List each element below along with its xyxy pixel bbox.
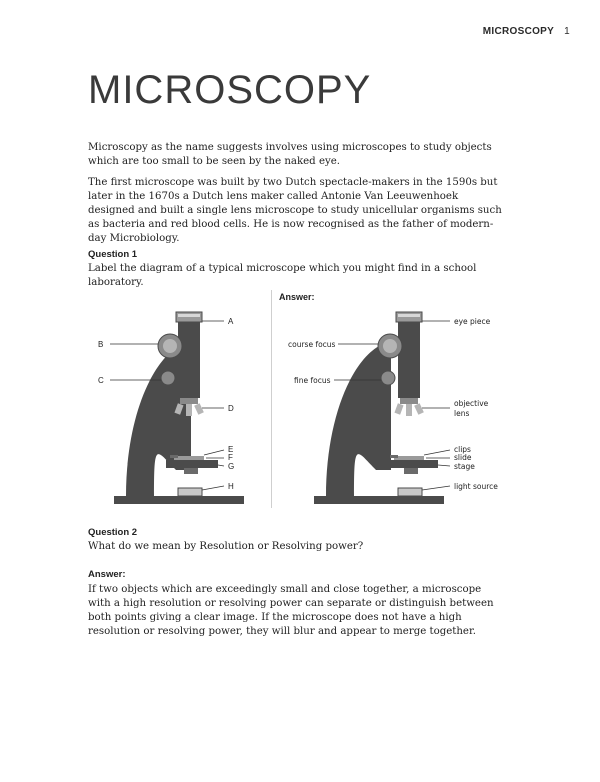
- running-title: MICROSCOPY: [482, 26, 555, 37]
- label-objective: objective: [454, 399, 489, 408]
- slide: [394, 456, 424, 460]
- body-tube: [398, 320, 420, 398]
- leader-light-source: [422, 486, 450, 490]
- stage-support: [404, 468, 418, 474]
- label-e: E: [228, 445, 234, 454]
- label-d: D: [228, 404, 234, 413]
- objective-1: [394, 403, 403, 414]
- question-1-answer-heading: Answer:: [279, 292, 315, 302]
- fine-focus-knob: [161, 371, 175, 385]
- label-h: H: [228, 482, 234, 491]
- page-title: MICROSCOPY: [88, 68, 372, 112]
- clip: [390, 455, 398, 458]
- objective-2: [186, 404, 192, 416]
- eyepiece-rim: [178, 314, 200, 317]
- question-2-answer-text: If two objects which are exceedingly small and close together, a microscope with a high resolution or resolving power can separate or distinguish between both points giving a clear image. If the microscope does not have a high resolution or resolving power, they will blur and appear to merge together.: [88, 584, 494, 637]
- eyepiece-rim: [398, 314, 420, 317]
- label-b: B: [98, 340, 104, 349]
- running-header: [483, 26, 570, 37]
- light-source: [398, 488, 422, 496]
- body-tube: [178, 320, 200, 398]
- leader-g: [218, 465, 224, 466]
- question-2-heading: Question 2: [88, 527, 138, 538]
- leader-stage: [438, 465, 450, 466]
- question-2-text: What do we mean by Resolution or Resolving power?: [88, 541, 364, 552]
- label-stage: stage: [454, 462, 475, 471]
- nosepiece: [400, 398, 418, 404]
- clip: [170, 455, 178, 458]
- base: [314, 496, 444, 504]
- nosepiece: [180, 398, 198, 404]
- objective-2: [406, 404, 412, 416]
- coarse-focus-center: [163, 339, 177, 353]
- stage-support: [184, 468, 198, 474]
- slide: [174, 456, 204, 460]
- label-c: C: [98, 376, 104, 385]
- question-1-text: Label the diagram of a typical microscope which you might find in a school laboratory.: [88, 263, 477, 288]
- light-source: [178, 488, 202, 496]
- page-number: 1: [564, 26, 570, 37]
- stage: [166, 460, 218, 468]
- question-2-answer-heading: Answer:: [88, 569, 126, 580]
- microscope-diagram-unlabelled: [96, 300, 272, 510]
- label-light-source: light source: [454, 482, 498, 491]
- label-eye-piece: eye piece: [454, 317, 491, 326]
- leader-h: [202, 486, 224, 490]
- intro-paragraph-2: The first microscope was built by two Dutch spectacle-makers in the 1590s but later in the 1670s a Dutch lens maker called Antonie Van Leeuwenhoek designed and built a single lens microscope to study unicellular organisms such as bacteria and red blood cells. He is now recognised as the father of modern-day Microbiology.: [88, 177, 502, 244]
- fine-focus-knob: [381, 371, 395, 385]
- leader-clips: [424, 450, 450, 455]
- coarse-focus-center: [383, 339, 397, 353]
- objective-3: [414, 403, 424, 415]
- question-1-heading: Question 1: [88, 249, 138, 260]
- label-fine-focus: fine focus: [294, 376, 331, 385]
- label-g: G: [228, 462, 235, 471]
- stage: [386, 460, 438, 468]
- label-course-focus: course focus: [288, 340, 336, 349]
- label-a: A: [228, 317, 234, 326]
- label-f: F: [228, 453, 233, 462]
- label-slide: slide: [454, 453, 472, 462]
- label-clips: clips: [454, 445, 471, 454]
- arm: [326, 345, 391, 496]
- base: [114, 496, 244, 504]
- objective-3: [194, 403, 204, 415]
- leader-e: [204, 450, 224, 455]
- microscope-diagram-labelled: [288, 300, 518, 510]
- intro-paragraph-1: Microscopy as the name suggests involves using microscopes to study objects which are too small to be seen by the naked eye.: [88, 142, 492, 167]
- label-lens: lens: [454, 409, 470, 418]
